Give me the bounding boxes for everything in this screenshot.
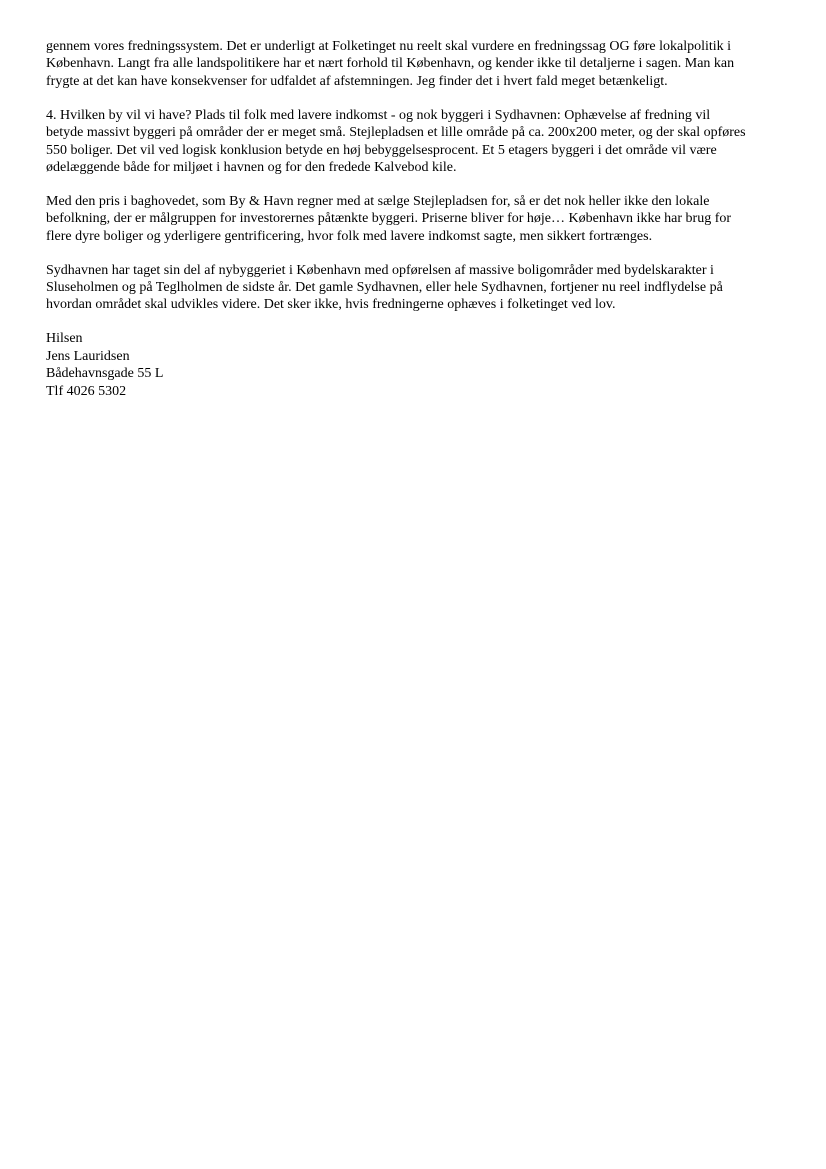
text-line: 550 boliger. Det vil ved logisk konklusion betyde en høj bebyggelsesprocent. Et 5 etagers byggeri i det område vil være	[46, 142, 717, 158]
paragraph-sydhavnen	[46, 262, 786, 314]
document-body	[46, 38, 786, 400]
signature-address: Bådehavnsgade 55 L	[46, 366, 164, 382]
paragraph-fredningssystem	[46, 38, 786, 90]
signature-phone: Tlf 4026 5302	[46, 383, 127, 399]
text-line: hvordan området skal udvikles videre. Det sker ikke, hvis fredningerne ophæves i folketinget ved lov.	[46, 297, 616, 313]
signature-block	[46, 330, 786, 400]
paragraph-hvilken-by	[46, 107, 786, 177]
text-line: frygte at det kan have konsekvenser for udfaldet af afstemningen. Jeg finder det i hvert fald meget betænkeligt.	[46, 73, 668, 89]
text-line: befolkning, der er målgruppen for investorernes påtænkte byggeri. Priserne bliver for høje… København ikke har brug for	[46, 211, 732, 227]
paragraph-pris	[46, 193, 786, 245]
text-line: Med den pris i baghovedet, som By & Havn regner med at sælge Stejlepladsen for, så er det nok heller ikke den lokale	[46, 193, 710, 209]
text-line: Sluseholmen og på Teglholmen de sidste år. Det gamle Sydhavnen, eller hele Sydhavnen, fortjener nu reel indflydelse på	[46, 279, 723, 295]
signature-greeting: Hilsen	[46, 331, 83, 347]
text-line: København. Langt fra alle landspolitikere har et nært forhold til København, og kender ikke til detaljerne i sagen. Man kan	[46, 56, 735, 72]
text-line: Sydhavnen har taget sin del af nybyggeriet i København med opførelsen af massive boligområder med bydelskarakter i	[46, 262, 714, 278]
text-line: gennem vores fredningssystem. Det er underligt at Folketinget nu reelt skal vurdere en fredningssag OG føre lokalpolitik i	[46, 39, 732, 54]
text-line: 4. Hvilken by vil vi have? Plads til folk med lavere indkomst - og nok byggeri i Sydhavnen: Ophævelse af fredning vil	[46, 107, 711, 123]
text-line: flere dyre boliger og yderligere gentrificering, hvor folk med lavere indkomst sagte, men sikkert fortrænges.	[46, 228, 653, 244]
text-line: betyde massivt byggeri på områder der er meget små. Stejlepladsen et lille område på ca. 200x200 meter, og der skal opføres	[46, 125, 746, 141]
signature-name: Jens Lauridsen	[46, 348, 130, 364]
text-line: ødelæggende både for miljøet i havnen og for den fredede Kalvebod kile.	[46, 159, 457, 175]
